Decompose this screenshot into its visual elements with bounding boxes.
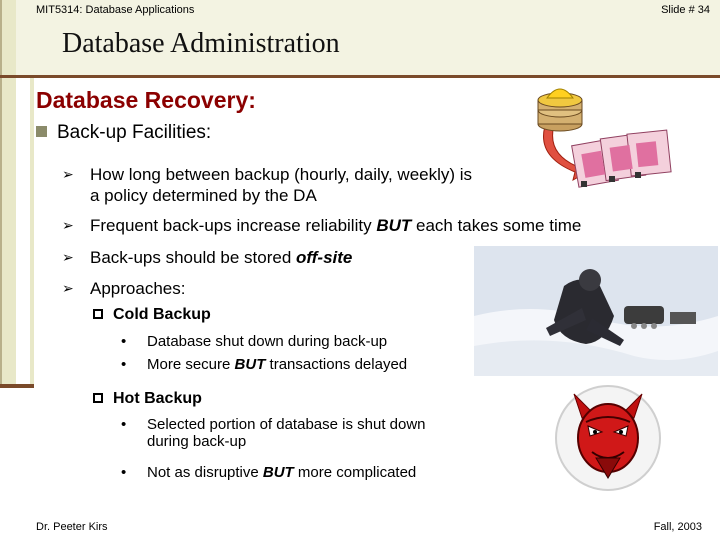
arrow-bullet-icon: ➢ xyxy=(62,166,74,182)
bullet-text: Approaches: xyxy=(90,279,186,298)
checkbox-bullet-icon xyxy=(93,393,103,403)
arrow-bullet-icon: ➢ xyxy=(62,217,74,233)
square-bullet-icon xyxy=(36,126,47,137)
slide-subtitle: Database Recovery: xyxy=(36,87,256,113)
cold-backup-item: • More secure BUT transactions delayed xyxy=(121,356,408,373)
dot-bullet-icon: • xyxy=(121,464,127,481)
left-accent-inner xyxy=(30,78,34,388)
hot-backup-item: • Not as disruptive BUT more complicated xyxy=(121,464,417,481)
hot-backup-heading: Hot Backup xyxy=(93,390,202,408)
checkbox-bullet-icon xyxy=(93,309,103,319)
footer-term: Fall, 2003 xyxy=(653,521,702,533)
sub-bullet-approaches xyxy=(62,278,362,299)
arrow-bullet-icon: ➢ xyxy=(62,249,74,265)
footer-author: Dr. Peeter Kirs xyxy=(36,521,108,533)
cold-backup-heading: Cold Backup xyxy=(93,306,211,324)
sub-bullet-reliability xyxy=(62,215,712,236)
arrow-bullet-icon: ➢ xyxy=(62,280,74,296)
bullet-backup-facilities xyxy=(36,122,211,144)
left-accent-edge xyxy=(0,0,2,384)
dot-bullet-icon: • xyxy=(121,416,127,433)
title-divider xyxy=(0,75,720,78)
hot-backup-item: • Selected portion of database is shut down during back-up xyxy=(121,416,426,450)
devil-icon xyxy=(552,382,664,494)
course-label: MIT5314: Database Applications xyxy=(36,4,195,16)
dot-bullet-icon: • xyxy=(121,333,127,350)
bullet-text: How long between backup (hourly, daily, weekly) is a policy determined by the DA xyxy=(90,165,473,205)
left-accent-foot xyxy=(0,384,34,388)
slide-number: Slide # 34 xyxy=(661,4,710,16)
snow-photo xyxy=(474,246,718,376)
backup-clipart xyxy=(525,80,690,192)
sub-bullet-backup-frequency xyxy=(62,164,482,206)
cold-backup-item: • Database shut down during back-up xyxy=(121,333,388,350)
slide-title: Database Administration xyxy=(62,28,340,59)
dot-bullet-icon: • xyxy=(121,356,127,373)
bullet-text: Back-ups should be stored off-site xyxy=(90,248,353,267)
sub-bullet-offsite xyxy=(62,247,462,268)
bullet-text: Back-up Facilities: xyxy=(57,122,212,143)
left-accent-bar xyxy=(0,0,16,384)
bullet-text: Frequent back-ups increase reliability BUT each takes some time xyxy=(90,216,582,235)
